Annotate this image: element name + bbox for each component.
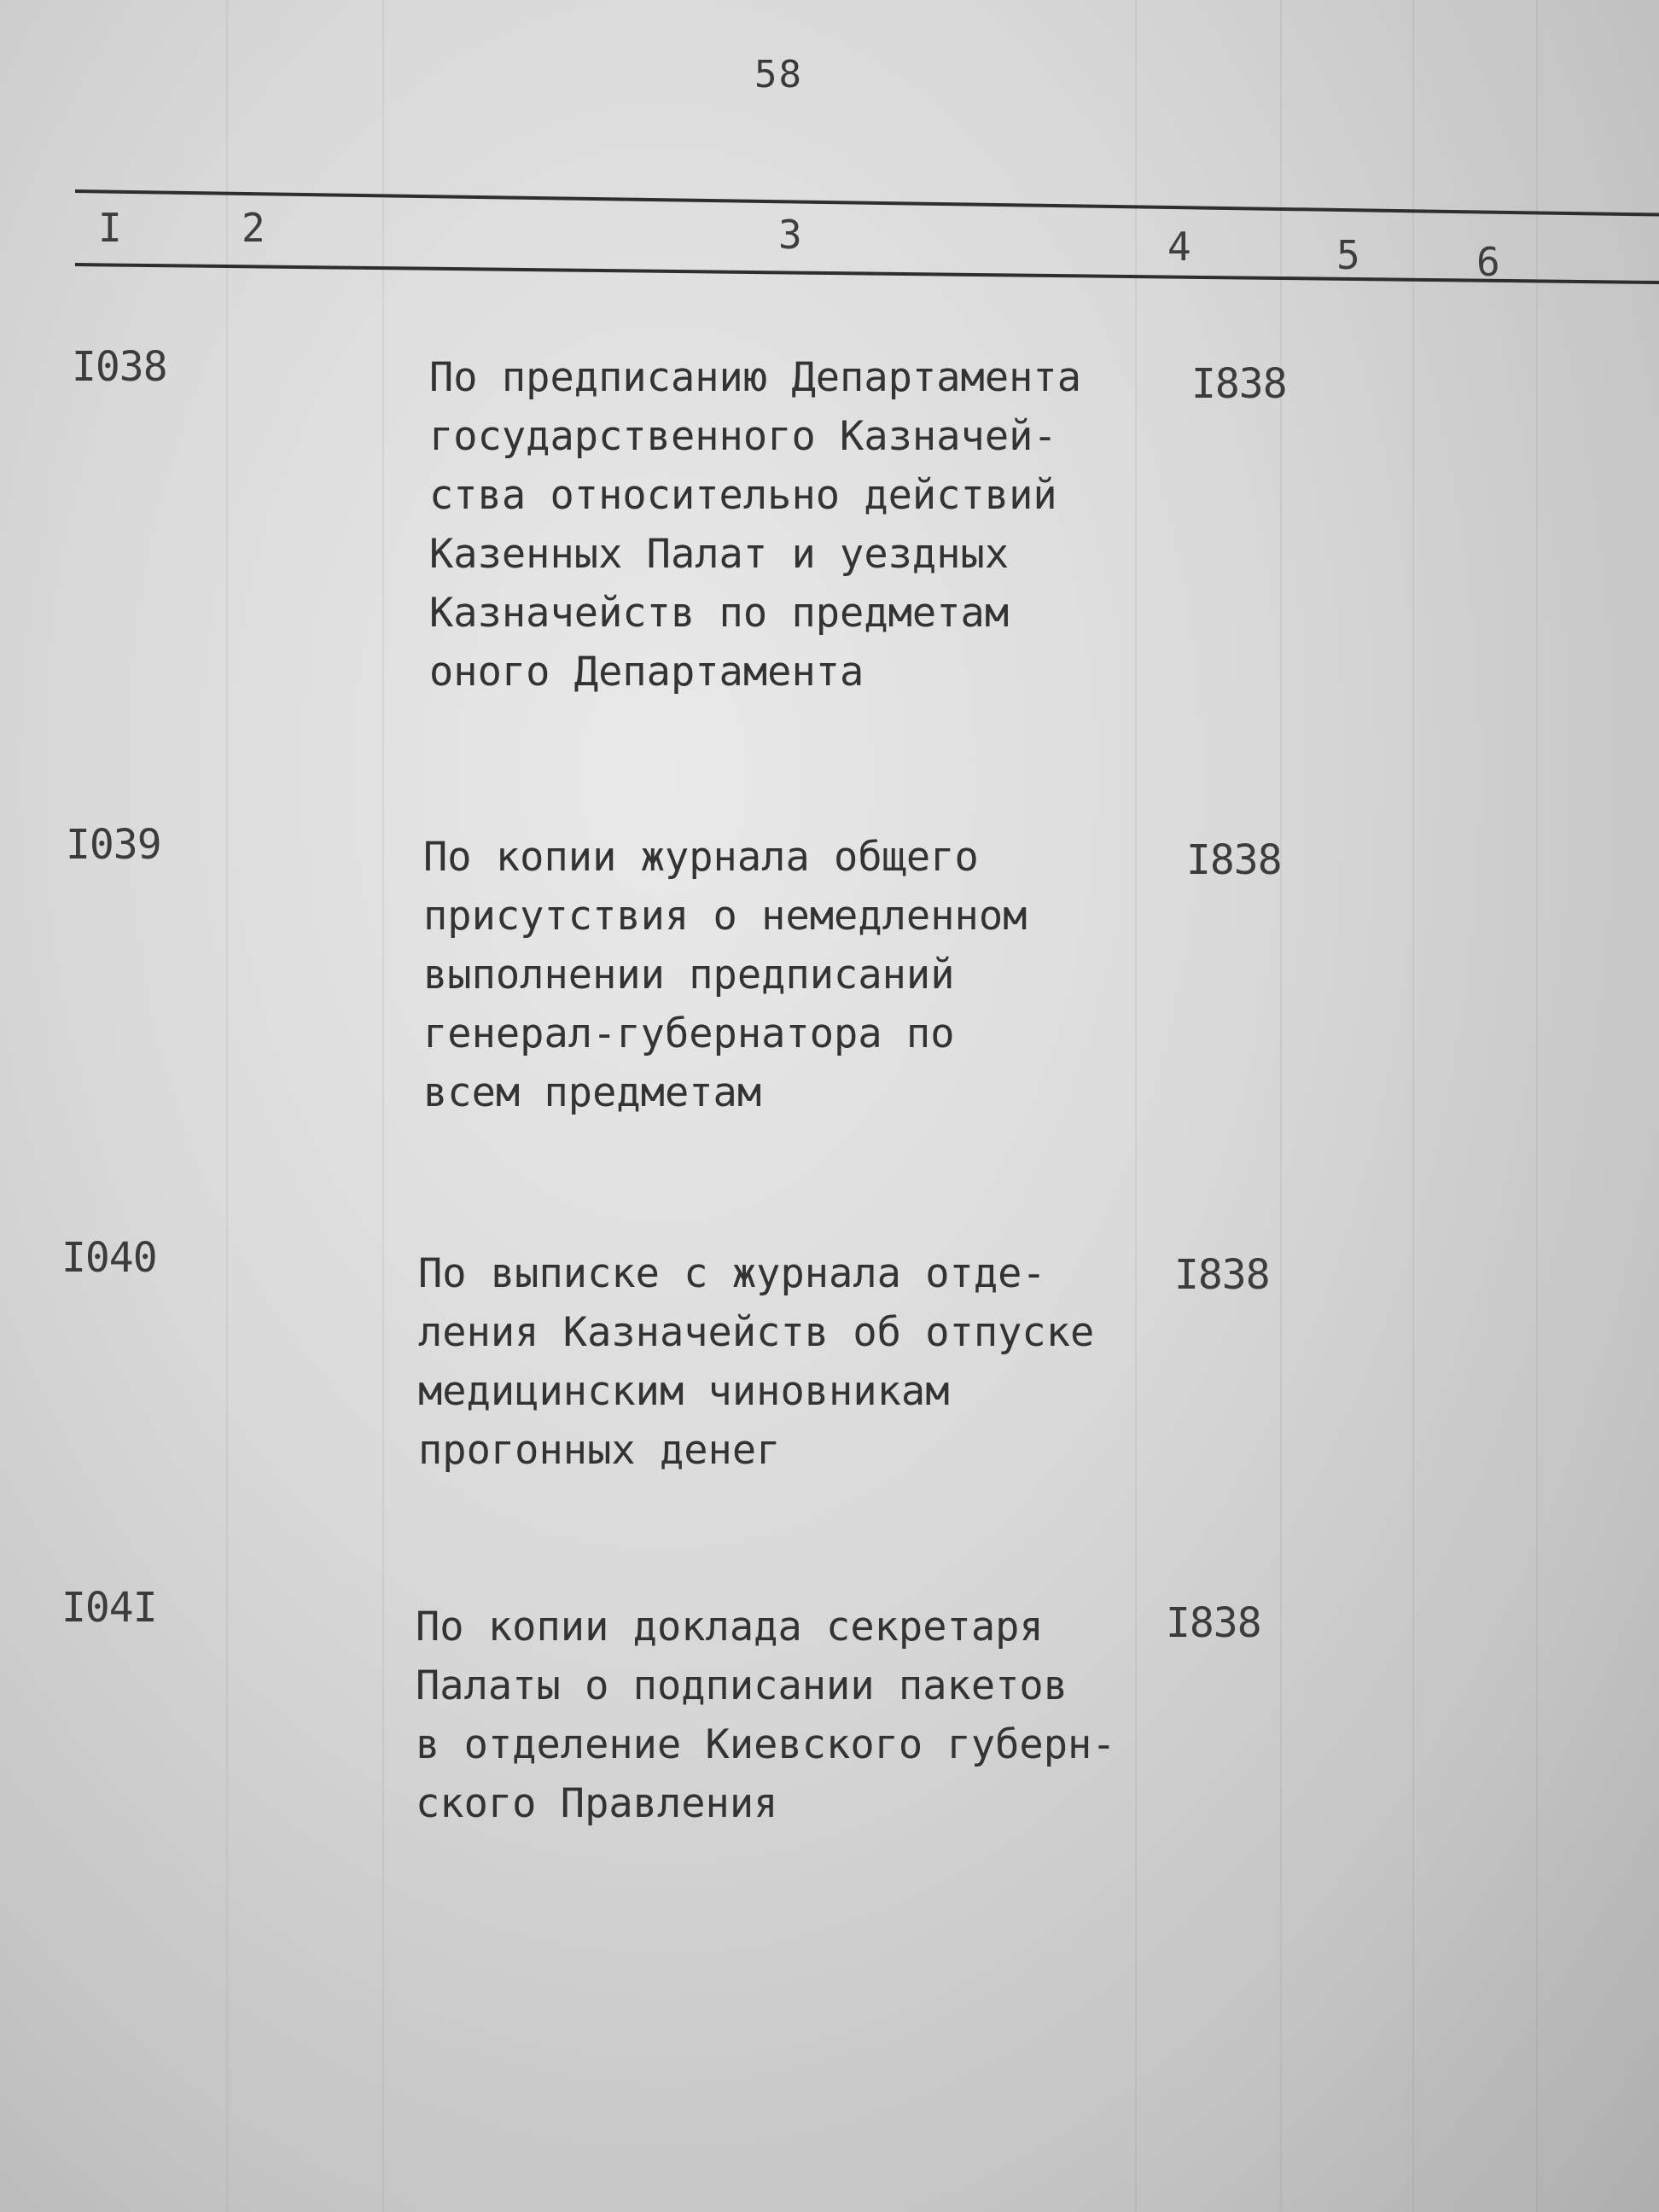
entry-number: I04I <box>61 1584 157 1632</box>
column-header-3: 3 <box>778 212 802 258</box>
column-header-5: 5 <box>1336 232 1360 278</box>
table-header-top-rule <box>75 189 1659 217</box>
entry-description: По копии журнала общего присутствия о немедленном выполнении предписаний генерал-губернатора по всем предметам <box>423 834 1027 1116</box>
entry-description: По предписанию Департамента государственного Казначей- ства относительно действий Казенных Палат и уездных Казначейств по предметам оного Департамента <box>429 354 1082 696</box>
entry-year: I838 <box>1174 1251 1270 1299</box>
entry-year: I838 <box>1166 1599 1261 1647</box>
entry-number: I039 <box>66 821 161 869</box>
column-guide-line <box>226 0 228 2212</box>
entry-year: I838 <box>1191 360 1287 408</box>
column-guide-line <box>1280 0 1282 2212</box>
entry-description: По выписке с журнала отде- ления Казначейств об отпуске медицинским чиновникам прогонных денег <box>418 1250 1095 1474</box>
column-guide-line <box>1536 0 1538 2212</box>
entry-number: I040 <box>61 1234 157 1282</box>
entry-number: I038 <box>72 343 167 391</box>
page-number: 58 <box>754 53 803 96</box>
column-header-6: 6 <box>1476 239 1500 285</box>
entry-description: По копии доклада секретаря Палаты о подписании пакетов в отделение Киевского губерн- ского Правления <box>416 1604 1116 1827</box>
column-header-2: 2 <box>242 205 265 251</box>
column-header-1: I <box>98 205 122 251</box>
column-header-4: 4 <box>1167 224 1191 270</box>
table-header-bottom-rule <box>75 263 1659 285</box>
entry-year: I838 <box>1186 836 1282 884</box>
column-guide-line <box>382 0 384 2212</box>
column-guide-line <box>1412 0 1414 2212</box>
